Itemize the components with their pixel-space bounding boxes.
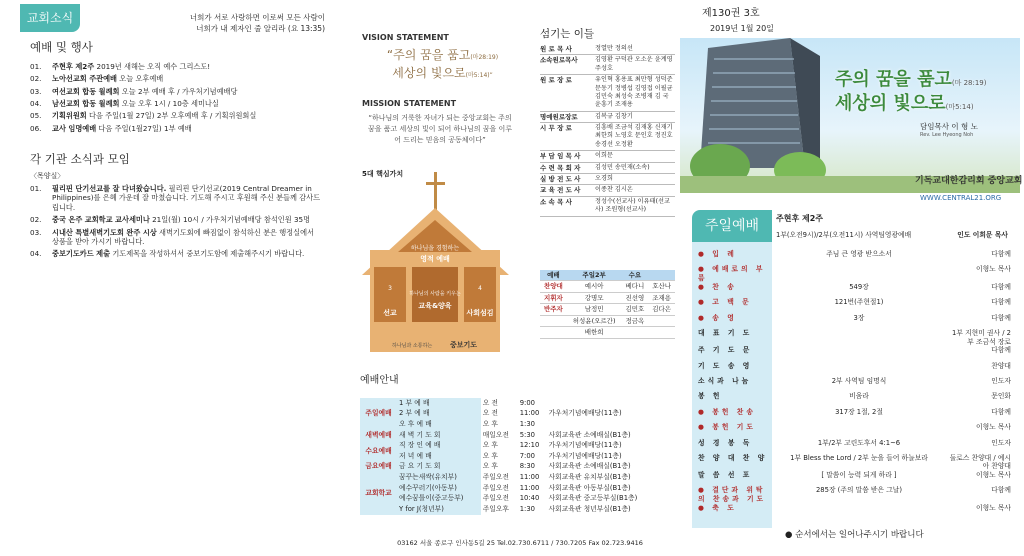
table-cell: 배한희 bbox=[567, 327, 622, 338]
order-label: 봉 헌 bbox=[698, 392, 723, 401]
table-row bbox=[360, 398, 660, 409]
staff-row bbox=[540, 112, 675, 123]
item-number: 03. bbox=[30, 86, 42, 96]
order-leader: 이형노 목사 bbox=[976, 503, 1011, 512]
table-cell: 8:30 bbox=[519, 462, 535, 471]
table-cell: 사회교육관 소예배실(B1층) bbox=[548, 430, 631, 439]
item-heading: 중보기도카드 제출 bbox=[52, 249, 111, 259]
table-cell: 지휘자 bbox=[540, 292, 567, 303]
table-cell: 조재용 bbox=[648, 292, 675, 303]
order-row bbox=[692, 265, 1016, 283]
staff-role: 실 방 전 도 사 bbox=[540, 174, 581, 183]
item-detail: 오늘 오후예배 bbox=[117, 74, 164, 84]
staff-role: 수 련 목 회 자 bbox=[540, 163, 581, 172]
staff-role: 원 로 장 로 bbox=[540, 76, 572, 85]
senior-pastor-en: Rev. Lee Hyeong Noh bbox=[920, 132, 974, 138]
vision-panel bbox=[340, 0, 680, 556]
order-row bbox=[692, 362, 1016, 377]
order-row bbox=[692, 504, 1016, 519]
list-item bbox=[30, 228, 320, 247]
list-item bbox=[30, 62, 320, 71]
prayer-block bbox=[370, 336, 500, 352]
table-cell: 5:30 bbox=[519, 430, 535, 439]
worship-sub: 하나님을 경험하는 bbox=[410, 245, 460, 252]
staff-row bbox=[540, 75, 675, 111]
item-text bbox=[52, 87, 320, 96]
church-name: 기독교대한감리회 중앙교회 bbox=[915, 176, 1023, 186]
cover-panel bbox=[680, 0, 1024, 556]
staff-role: 소속원로목사 bbox=[540, 56, 578, 65]
staff-row bbox=[540, 163, 675, 174]
table-cell: 12:10 bbox=[519, 441, 540, 450]
item-text bbox=[52, 249, 320, 258]
item-number: 04. bbox=[30, 249, 42, 259]
order-of-worship bbox=[692, 250, 1016, 519]
news-title: 예배 및 행사 bbox=[30, 40, 93, 54]
table-cell: 베다니 bbox=[621, 281, 648, 292]
header-cell: 예배 bbox=[540, 270, 567, 281]
item-detail: 새벽기도회에 빠짐없이 참석하신 분은 행정실에서 상품을 받아 가시기 바랍니다. bbox=[52, 227, 314, 246]
org-list bbox=[30, 172, 320, 262]
staff-names: 오경희 bbox=[595, 174, 613, 182]
item-number: 04. bbox=[30, 99, 42, 109]
order-label: ● 고 백 문 bbox=[698, 298, 752, 307]
item-heading: 기획위원회 bbox=[52, 111, 87, 121]
news-list bbox=[30, 62, 320, 136]
order-leader: 다함께 bbox=[991, 283, 1011, 292]
staff-role: 원 로 목 사 bbox=[540, 45, 572, 53]
table-cell: 호산나 bbox=[648, 281, 675, 292]
table-cell: 김민호 bbox=[621, 304, 648, 315]
prayer-label: 중보기도 bbox=[450, 341, 478, 349]
table-cell bbox=[648, 315, 675, 326]
staff-names: 정성수(선교사) 이유태(선교사) 조원형(선교사) bbox=[595, 197, 670, 214]
table-cell: 주일오전 bbox=[482, 473, 509, 482]
item-detail: 오늘 2부 예배 후 / 가우처기념예배당 bbox=[119, 86, 238, 96]
staff-names: 유인혁 홍용표 최만형 성덕준 문동기 정병섭 김영접 이필균 김민숙 최성숙 조병재 김 국 윤흥기 조재용 bbox=[595, 76, 673, 109]
list-item bbox=[30, 99, 320, 108]
core-values-title: 5대 핵심가치 bbox=[362, 170, 404, 178]
org-title: 각 기관 소식과 모임 bbox=[30, 152, 130, 166]
table-cell: 찬양대 bbox=[540, 281, 567, 292]
table-cell: 오 후 bbox=[482, 451, 498, 460]
sunday-title: 주현후 제2주 bbox=[776, 214, 823, 223]
order-row bbox=[692, 314, 1016, 329]
item-number: 01. bbox=[30, 184, 42, 194]
item-detail: 필리핀 단기선교(2019 Central Dreamer in Philippines)를 은혜 가운데 잘 마쳤습니다. 기도해 주시고 후원해 주신 분들께 감사드립니다. bbox=[52, 184, 321, 212]
order-label: ● 봉헌 기도 bbox=[698, 423, 756, 432]
table-row bbox=[360, 472, 660, 483]
website-link[interactable]: WWW.CENTRAL21.ORG bbox=[920, 194, 1002, 202]
worship-label: 영적 예배 bbox=[420, 255, 450, 263]
table-row bbox=[540, 281, 675, 292]
item-detail: 다음 주일(1월 27일) 2부 오후예배 후 / 기획위원회실 bbox=[86, 111, 257, 121]
service-category: 새벽예배 bbox=[360, 430, 397, 441]
table-cell: Y for J(청년부) bbox=[397, 504, 481, 515]
order-row bbox=[692, 454, 1016, 471]
item-heading: 교사 임명예배 bbox=[52, 123, 97, 133]
order-row bbox=[692, 471, 1016, 486]
item-heading: 남선교회 합동 월례회 bbox=[52, 99, 120, 109]
table-cell: 11:00 bbox=[519, 473, 540, 482]
news-panel bbox=[0, 0, 340, 556]
order-content: 비움라 bbox=[849, 392, 869, 401]
order-label: ● 결단과 위탁의 찬송과 기도 bbox=[698, 486, 767, 504]
table-cell bbox=[547, 419, 660, 430]
staff-names: 김복규 김창기 bbox=[595, 112, 633, 120]
table-cell: 주일오전 bbox=[482, 483, 509, 492]
item-text bbox=[52, 184, 320, 212]
order-row bbox=[692, 250, 1016, 265]
table-cell bbox=[648, 327, 675, 338]
staff-names: 김흥배 조금석 김재홍 신재기 최한희 노영호 문인호 정진호 송경선 오정환 bbox=[595, 124, 673, 148]
staff-names: 김영환 구덕관 오소운 윤계영 주성호 bbox=[595, 56, 673, 72]
order-label: ● 찬 송 bbox=[698, 283, 737, 292]
education-label: 교육&양육 bbox=[418, 302, 452, 310]
order-content: 317장 1절, 2절 bbox=[835, 407, 883, 416]
table-cell: 가우처기념예배당(11층) bbox=[548, 409, 622, 418]
core-values-house bbox=[362, 170, 512, 360]
order-label: 성 경 봉 독 bbox=[698, 438, 753, 447]
order-content: 1부/2부 고린도후서 4:1~6 bbox=[817, 438, 901, 447]
table-cell: 1 부 예 배 bbox=[397, 398, 481, 409]
table-row bbox=[360, 451, 660, 462]
item-detail: 다음 주일(1월27일) 1부 예배 bbox=[96, 123, 192, 133]
table-cell: 사회교육관 중고등부실(B1층) bbox=[548, 494, 638, 503]
table-cell: 허성윤(오르간) bbox=[567, 315, 622, 326]
order-row bbox=[692, 283, 1016, 298]
table-cell: 저 녁 예 배 bbox=[397, 451, 481, 462]
service-category: 주일예배 bbox=[360, 398, 397, 430]
list-item bbox=[30, 74, 320, 83]
order-leader: 이형노 목사 bbox=[976, 265, 1011, 274]
table-cell: 오 후 bbox=[482, 462, 498, 471]
table-row bbox=[540, 327, 675, 338]
table-row bbox=[540, 292, 675, 303]
table-cell: 사회교육관 소예배실(B1층) bbox=[548, 462, 631, 471]
order-row bbox=[692, 392, 1016, 407]
list-item bbox=[30, 124, 320, 133]
table-cell: 가우처기념예배당(11층) bbox=[548, 451, 622, 460]
order-content: [ 말씀이 능력 되게 하라 ] bbox=[821, 470, 897, 479]
table-header bbox=[540, 270, 675, 281]
table-cell: 가우처기념예배당(11층) bbox=[548, 441, 622, 450]
table-cell: 오 전 bbox=[482, 409, 498, 418]
table-cell: 10:40 bbox=[519, 494, 540, 503]
item-number: 05. bbox=[30, 111, 42, 121]
table-row bbox=[360, 419, 660, 430]
table-cell: 오 후 bbox=[482, 441, 498, 450]
order-label: ● 송 영 bbox=[698, 313, 737, 322]
order-row bbox=[692, 377, 1016, 392]
order-row bbox=[692, 329, 1016, 346]
table-cell: 11:00 bbox=[519, 483, 540, 492]
sunday-tag: 주일예배 bbox=[692, 210, 772, 242]
service-table bbox=[360, 398, 660, 515]
order-leader: 다함께 bbox=[991, 486, 1011, 495]
staff-row bbox=[540, 174, 675, 185]
table-cell bbox=[547, 398, 660, 409]
order-leader: 다함께 bbox=[991, 298, 1011, 307]
table-cell: 직 장 인 예 배 bbox=[397, 440, 481, 451]
list-item bbox=[30, 249, 320, 258]
table-cell: 오 후 bbox=[482, 420, 498, 429]
staff-row bbox=[540, 123, 675, 151]
list-item bbox=[30, 87, 320, 96]
order-leader: 다함께 bbox=[991, 407, 1011, 416]
order-label: ● 예배로의 부름 bbox=[698, 265, 766, 283]
mission-title: MISSION STATEMENT bbox=[362, 99, 457, 108]
table-cell: 사회교육관 청년부실(B1층) bbox=[548, 504, 631, 513]
item-text bbox=[52, 62, 320, 71]
table-cell: 예시아 bbox=[567, 281, 622, 292]
table-row bbox=[360, 504, 660, 515]
table-cell: 진선영 bbox=[621, 292, 648, 303]
table-cell: 정금옥 bbox=[621, 315, 648, 326]
table-cell bbox=[540, 315, 567, 326]
list-item bbox=[30, 184, 320, 212]
vision-quote: “주의 꿈을 품고(마28:19) 세상의 빛으로(마5:14)” bbox=[386, 48, 499, 80]
staff-names: 정열만 정의선 bbox=[595, 45, 633, 52]
order-content: 주님 큰 영광 받으소서 bbox=[826, 250, 892, 258]
item-number: 02. bbox=[30, 74, 42, 84]
order-row bbox=[692, 423, 1016, 438]
choir-table bbox=[540, 270, 675, 339]
order-leader: 둘로스 찬양대 / 예시아 찬양대 bbox=[949, 453, 1011, 471]
table-row bbox=[360, 493, 660, 504]
table-cell: 사회교육관 유치부실(B1층) bbox=[548, 473, 631, 482]
order-label: 기 도 송 영 bbox=[698, 361, 753, 370]
order-content: 1부 Bless the Lord / 2부 눈을 들어 하늘보라 bbox=[790, 453, 928, 462]
order-label: ● 입 례 bbox=[698, 250, 737, 258]
item-heading: 필리핀 단기선교를 잘 다녀왔습니다. bbox=[52, 184, 167, 194]
staff-row bbox=[540, 44, 675, 55]
service-label: 사회섬김 bbox=[466, 309, 494, 317]
item-heading: 노아선교회 주관예배 bbox=[52, 74, 117, 84]
item-detail: 오늘 오후 1시 / 10층 세미나실 bbox=[119, 99, 219, 109]
bible-verse: 너희가 서로 사랑하면 이로써 모든 사람이 너희가 내 제자인 줄 알리라 (요 13:35) bbox=[189, 13, 325, 34]
table-cell: 새 벽 기 도 회 bbox=[397, 430, 481, 441]
table-cell: 오 전 bbox=[482, 398, 498, 407]
order-leader: 다함께 bbox=[991, 250, 1011, 258]
staff-names: 이종찬 김시온 bbox=[595, 186, 633, 194]
order-row bbox=[692, 439, 1016, 454]
table-cell: 강명모 bbox=[567, 292, 622, 303]
table-cell: 꿈꾸는새싹(유치부) bbox=[397, 472, 481, 483]
table-cell: 9:00 bbox=[519, 398, 535, 407]
item-number: 02. bbox=[30, 215, 42, 225]
item-detail: 21일(월) 10시 / 가우처기념예배당 참석인원 35명 bbox=[149, 215, 311, 225]
order-content: 121번(주현절1) bbox=[834, 298, 884, 307]
table-cell: 주일오후 bbox=[482, 504, 509, 513]
staff-row bbox=[540, 151, 675, 162]
item-text bbox=[52, 124, 320, 133]
staff-role: 소 속 목 사 bbox=[540, 197, 572, 206]
item-number: 01. bbox=[30, 62, 42, 71]
mission-label: 선교 bbox=[383, 309, 397, 317]
order-row bbox=[692, 298, 1016, 313]
table-row bbox=[540, 315, 675, 326]
mission-num: 3 bbox=[388, 285, 392, 292]
issue-number: 제130권 3호 bbox=[702, 8, 760, 19]
item-heading: 중국 온주 교회학교 교사세미나 bbox=[52, 215, 150, 225]
order-leader: 이형노 목사 bbox=[976, 423, 1011, 432]
sunday-leader: 인도 이희문 목사 bbox=[957, 231, 1008, 239]
sunday-subtitle: 1부(오전9시)/2부(오전11시) 사역팀영광예배 인도 이희문 목사 bbox=[776, 231, 1008, 239]
service-title: 예배안내 bbox=[360, 375, 399, 386]
staff-role: 명예원로장로 bbox=[540, 112, 578, 121]
item-text bbox=[52, 111, 320, 120]
order-content: 549장 bbox=[849, 283, 869, 292]
staff-role: 교 육 전 도 사 bbox=[540, 186, 581, 195]
staff-row bbox=[540, 185, 675, 196]
order-leader: 이형노 목사 bbox=[976, 470, 1011, 479]
item-heading: 시내산 특별새벽기도회 완주 시상 bbox=[52, 227, 157, 237]
table-row bbox=[360, 483, 660, 494]
news-tag: 교회소식 bbox=[20, 4, 80, 32]
table-cell: 김다은 bbox=[648, 304, 675, 315]
table-cell: 11:00 bbox=[519, 409, 540, 418]
item-text bbox=[52, 99, 320, 108]
staff-row bbox=[540, 197, 675, 217]
table-cell: 금 요 기 도 회 bbox=[397, 462, 481, 473]
order-row bbox=[692, 346, 1016, 361]
item-detail: 기도제목을 작성하셔서 중보기도함에 제출해주시기 바랍니다. bbox=[110, 249, 305, 259]
order-leader: 다함께 bbox=[991, 313, 1011, 322]
table-cell: 2 부 예 배 bbox=[397, 409, 481, 420]
item-text bbox=[52, 228, 320, 247]
item-text bbox=[52, 215, 320, 224]
senior-pastor: 담임목사 이 형 노 bbox=[920, 122, 978, 131]
table-cell: 7:00 bbox=[519, 451, 535, 460]
table-cell: 사회교육관 아동부실(B1층) bbox=[548, 483, 631, 492]
table-row bbox=[360, 409, 660, 420]
table-cell: 예수꾸러기(아동부) bbox=[397, 483, 481, 494]
staff-role: 부 담 임 목 사 bbox=[540, 152, 581, 161]
item-heading: 주현후 제2주 bbox=[52, 62, 95, 71]
table-cell: 예수꿈틀이(중고등부) bbox=[397, 493, 481, 504]
service-category: 금요예배 bbox=[360, 462, 397, 473]
staff-list bbox=[540, 44, 675, 217]
staff-role: 시 무 장 로 bbox=[540, 124, 572, 133]
order-content: 285장 (주의 말씀 받은 그날) bbox=[815, 486, 902, 495]
table-row bbox=[360, 462, 660, 473]
order-label: 소식과 나눔 bbox=[698, 376, 752, 385]
staff-row bbox=[540, 55, 675, 75]
table-cell: 1:30 bbox=[519, 504, 535, 513]
office-label: 〈목양실〉 bbox=[30, 172, 65, 180]
cover-title: 주의 꿈을 품고(마 28:19) 세상의 빛으로(마5:14) bbox=[835, 69, 987, 115]
order-content: 2부 사역팀 임명식 bbox=[831, 376, 887, 385]
staff-title: 섬기는 이들 bbox=[540, 28, 595, 40]
mission-text: “하나님의 거룩한 자녀가 되는 중앙교회는 주의 꿈을 품고 세상의 빛이 되어 하나님의 꿈을 이루어 드리는 믿음의 공동체이다” bbox=[367, 114, 513, 145]
table-cell bbox=[540, 327, 567, 338]
order-leader: 인도자 bbox=[991, 376, 1011, 385]
order-label: ● 축 도 bbox=[698, 503, 737, 512]
item-number: 03. bbox=[30, 227, 42, 237]
order-leader: 1부 지현미 권사 / 2부 조금석 장로 bbox=[952, 329, 1011, 346]
order-label: ● 봉헌 찬송 bbox=[698, 407, 756, 416]
list-item bbox=[30, 111, 320, 120]
table-row bbox=[540, 304, 675, 315]
staff-names: 이희문 bbox=[595, 152, 613, 160]
header-cell: 주일2부 bbox=[567, 270, 622, 281]
table-cell: 남정민 bbox=[567, 304, 622, 315]
order-leader: 찬양대 bbox=[991, 361, 1011, 370]
issue-date: 2019년 1월 20일 bbox=[710, 24, 774, 33]
service-category: 수요예배 bbox=[360, 440, 397, 461]
table-cell: 매일오전 bbox=[482, 430, 509, 439]
list-item bbox=[30, 215, 320, 224]
item-text bbox=[52, 74, 320, 83]
cross-vertical bbox=[434, 172, 437, 212]
prayer-sub: 하나님과 소통하는 bbox=[392, 343, 433, 349]
service-num: 4 bbox=[478, 285, 482, 292]
header-cell: 수요 bbox=[621, 270, 648, 281]
table-cell: 1:30 bbox=[519, 420, 535, 429]
order-label: 대 표 기 도 bbox=[698, 329, 753, 338]
education-sub: 하나님의 사람을 키우는 bbox=[409, 291, 461, 297]
order-leader: 문인화 bbox=[991, 392, 1011, 401]
table-cell: 반주자 bbox=[540, 304, 567, 315]
order-row bbox=[692, 408, 1016, 423]
church-address: 03162 서울 종로구 인사동5길 25 Tel.02.730.6711 / 730.7205 Fax 02.723.9416 bbox=[397, 539, 643, 547]
order-label: 찬 양 대 찬 양 bbox=[698, 453, 768, 462]
table-cell bbox=[621, 327, 648, 338]
table-row bbox=[360, 440, 660, 451]
vision-title: VISION STATEMENT bbox=[362, 33, 449, 42]
staff-names: 김성민 송민재(소속) bbox=[595, 163, 650, 171]
order-leader: 인도자 bbox=[991, 438, 1011, 447]
order-row bbox=[692, 486, 1016, 504]
order-label: 말 씀 선 포 bbox=[698, 470, 753, 479]
header-cell bbox=[648, 270, 675, 281]
item-detail: 2019년 새해는 오직 예수 그리스도! bbox=[94, 62, 211, 71]
service-category: 교회학교 bbox=[360, 472, 397, 514]
order-leader: 다함께 bbox=[991, 346, 1011, 355]
table-cell: 주일오전 bbox=[482, 494, 509, 503]
item-heading: 여선교회 합동 월례회 bbox=[52, 86, 120, 96]
cross-horizontal bbox=[426, 182, 445, 185]
order-label: 주 기 도 문 bbox=[698, 346, 753, 355]
table-cell: 오 후 예 배 bbox=[397, 419, 481, 430]
standing-note: ● 순서에서는 일어나주시기 바랍니다 bbox=[785, 530, 924, 540]
order-content: 3장 bbox=[853, 313, 865, 322]
item-number: 06. bbox=[30, 123, 42, 133]
table-row bbox=[360, 430, 660, 441]
